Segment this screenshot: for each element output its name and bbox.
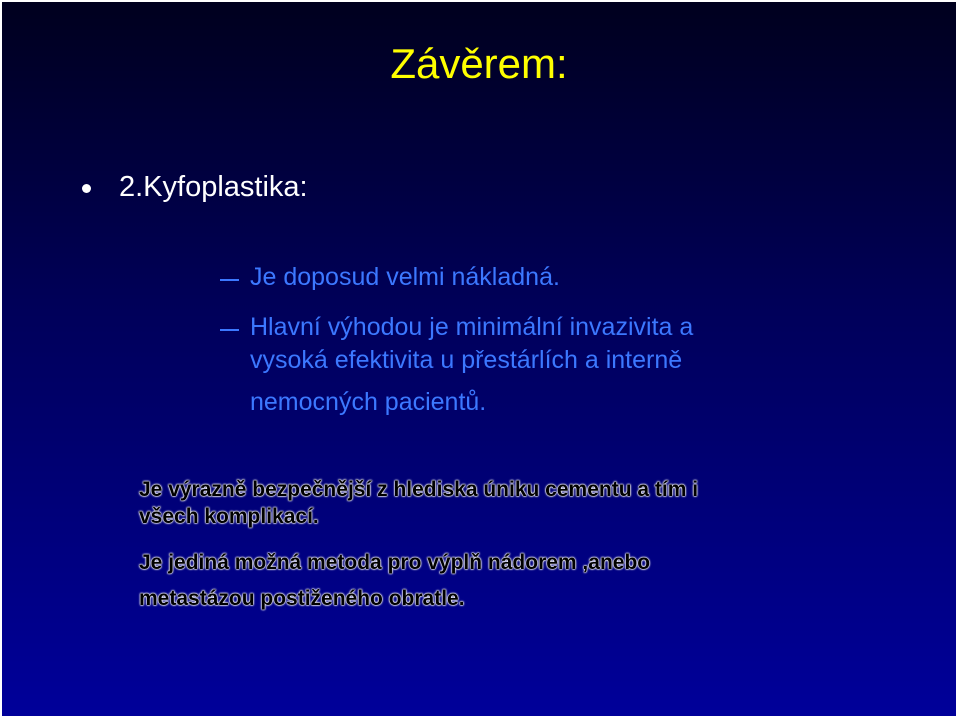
- note-line: metastázou postiženého obratle.: [139, 587, 465, 610]
- dash-icon: [220, 279, 239, 281]
- subitem-line: nemocných pacientů.: [250, 388, 487, 416]
- subitem-line: vysoká efektivita u přestárlích a interně: [250, 346, 683, 374]
- note-line: všech komplikací.: [139, 505, 319, 528]
- note-line: Je jediná možná metoda pro výplň nádorem ,anebo: [139, 551, 651, 574]
- dash-icon: [220, 329, 239, 331]
- slide: [2, 2, 956, 716]
- slide-title: Závěrem:: [390, 40, 568, 87]
- bullet-heading: 2.Kyfoplastika:: [119, 171, 308, 203]
- subitem-line: Hlavní výhodou je minimální invazivita a: [250, 313, 694, 341]
- note-line: Je výrazně bezpečnější z hlediska úniku cementu a tím i: [139, 478, 699, 501]
- subitem-line: Je doposud velmi nákladná.: [250, 263, 560, 291]
- bullet-dot-icon: [82, 184, 91, 193]
